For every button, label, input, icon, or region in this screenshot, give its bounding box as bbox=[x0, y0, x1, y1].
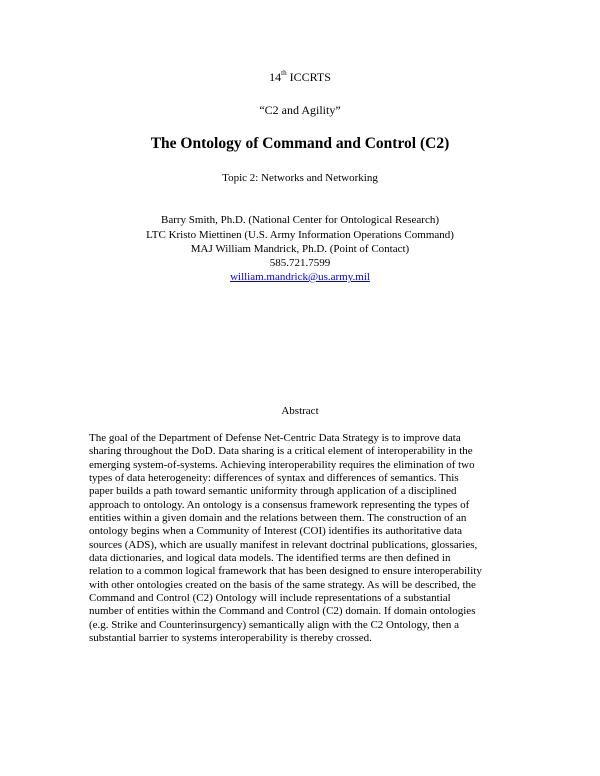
abstract-line: emerging system-of-systems. Achieving interoperability requires the elimination of two bbox=[89, 458, 475, 471]
abstract-line: (e.g. Strike and Counterinsurgency) semantically align with the C2 Ontology, then a bbox=[89, 618, 459, 631]
abstract-body bbox=[89, 432, 529, 646]
abstract-heading: Abstract bbox=[281, 405, 319, 417]
abstract-line: entities within a given domain and the relations between them. The construction of an bbox=[89, 512, 467, 525]
abstract-line: data dictionaries, and logical data models. The identified terms are then defined in bbox=[89, 552, 451, 565]
abstract-line: sharing throughout the DoD. Data sharing is a critical element of interoperability in the bbox=[89, 445, 473, 458]
abstract-line: paper builds a path toward semantic uniformity through application of a disciplined bbox=[89, 485, 457, 498]
abstract-line: The goal of the Department of Defense Net-Centric Data Strategy is to improve data bbox=[89, 432, 461, 444]
conference-line bbox=[0, 70, 600, 84]
author-line-1: Barry Smith, Ph.D. (National Center for Ontological Research) bbox=[161, 214, 439, 226]
abstract-line: number of entities within the Command and Control (C2) domain. If domain ontologies bbox=[89, 605, 476, 618]
contact-phone: 585.721.7599 bbox=[269, 257, 331, 269]
conference-superscript: th bbox=[281, 69, 287, 77]
paper-topic: Topic 2: Networks and Networking bbox=[222, 172, 378, 184]
conference-name: ICCRTS bbox=[289, 70, 331, 84]
author-line-3: MAJ William Mandrick, Ph.D. (Point of Contact) bbox=[190, 243, 410, 255]
conference-number: 14 bbox=[269, 70, 282, 84]
abstract-line: ontology begins when a Community of Interest (COI) identifies its authoritative data bbox=[89, 525, 463, 538]
abstract-line: substantial barrier to systems interoperability is thereby crossed. bbox=[89, 632, 372, 645]
conference-theme: “C2 and Agility” bbox=[259, 103, 341, 117]
abstract-line: approach to ontology. An ontology is a consensus framework representing the types of bbox=[89, 498, 470, 511]
contact-email-line bbox=[0, 270, 600, 284]
author-line-2: LTC Kristo Miettinen (U.S. Army Information Operations Command) bbox=[146, 229, 454, 241]
abstract-line: types of data heterogeneity: differences of syntax and differences of semantics. This bbox=[89, 472, 459, 485]
abstract-line: Command and Control (C2) Ontology will include representations of a substantial bbox=[89, 592, 451, 605]
abstract-line: with other ontologies created on the basis of the same strategy. As will be described, the bbox=[89, 578, 476, 591]
abstract-line: sources (ADS), which are usually manifest in relevant doctrinal publications, glossaries, bbox=[89, 538, 478, 551]
abstract-line: relation to a common logical framework that has been designed to ensure interoperability bbox=[89, 565, 482, 578]
paper-title: The Ontology of Command and Control (C2) bbox=[150, 135, 450, 152]
contact-email-link[interactable]: william.mandrick@us.army.mil bbox=[230, 271, 370, 283]
